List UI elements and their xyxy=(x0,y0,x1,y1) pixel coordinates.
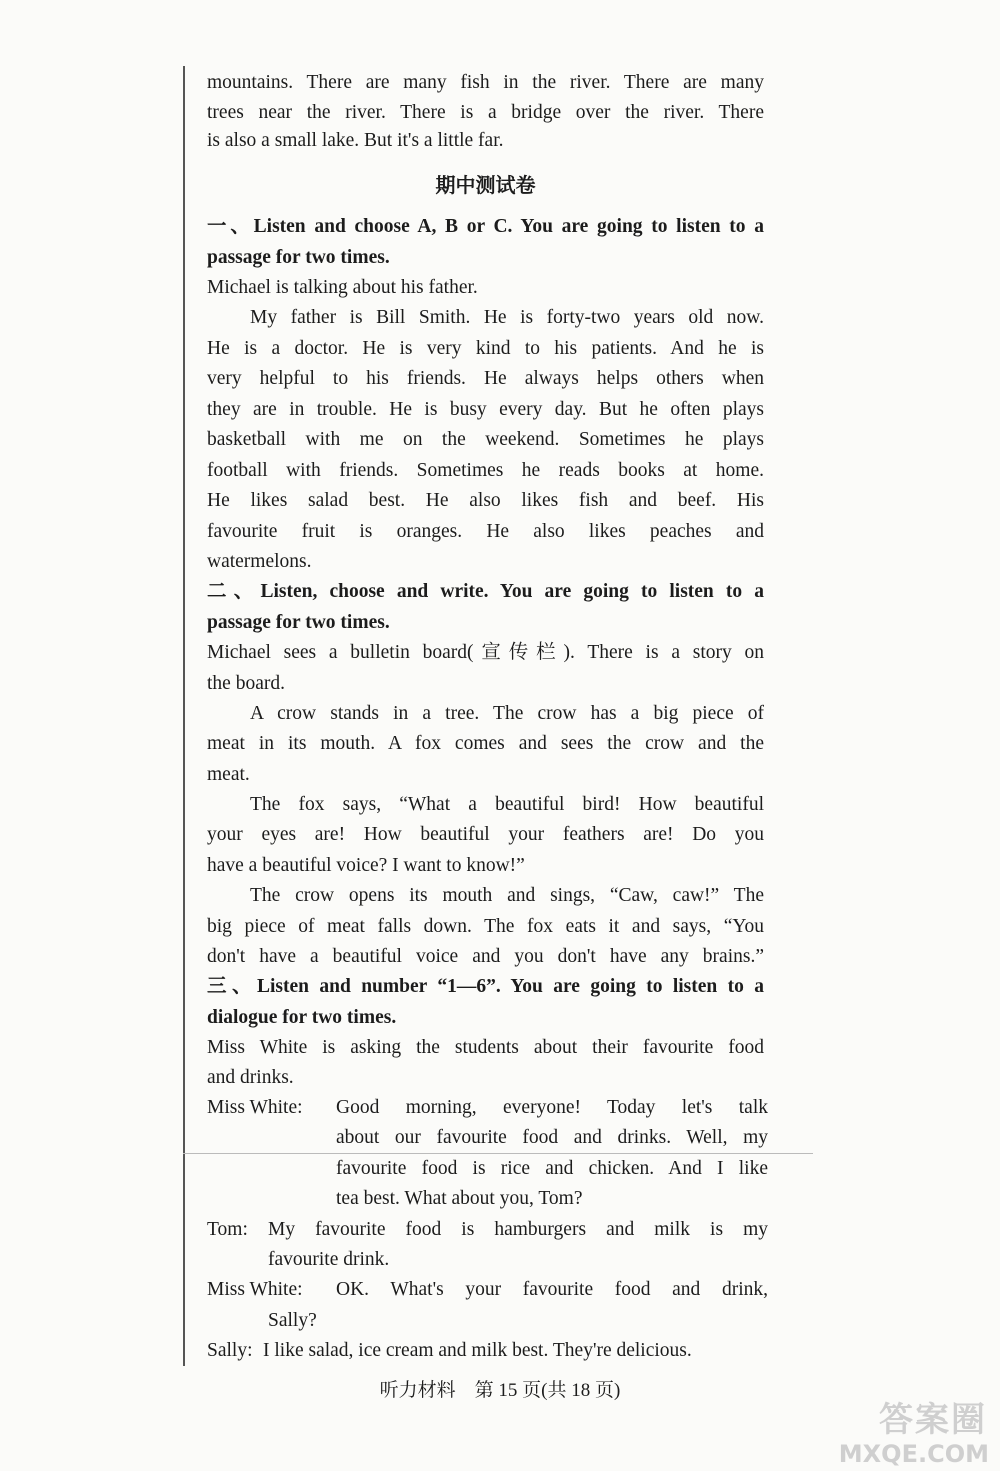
dialogue-line: favourite drink. xyxy=(268,1249,390,1270)
section2-title: 二、Listen, choose and write. You are going to listen to a xyxy=(207,581,764,602)
binding-margin-line xyxy=(183,66,185,1366)
section2-para-line: meat. xyxy=(207,764,250,785)
dialogue-speaker: Miss White: xyxy=(207,1097,303,1118)
section3-intro: Miss White is asking the students about their favourite food xyxy=(207,1037,764,1058)
section1-para-line: My father is Bill Smith. He is forty-two years old now. xyxy=(250,307,764,328)
dialogue-speaker: Sally: xyxy=(207,1340,253,1361)
section1-title: 一、Listen and choose A, B or C. You are going to listen to a xyxy=(207,216,764,237)
section3-title: dialogue for two times. xyxy=(207,1007,397,1028)
section1-para-line: He likes salad best. He also likes fish and beef. His xyxy=(207,490,764,511)
section2-para-line: have a beautiful voice? I want to know!” xyxy=(207,855,525,876)
dialogue-line: about our favourite food and drinks. Well, my xyxy=(336,1127,768,1148)
page-footer: 听力材料 第 15 页(共 18 页) xyxy=(379,1380,621,1401)
intro-line: mountains. There are many fish in the river. There are many xyxy=(207,72,764,93)
section3-title: 三、Listen and number “1—6”. You are going to listen to a xyxy=(207,976,764,997)
section2-para-line: meat in its mouth. A fox comes and sees the crow and the xyxy=(207,733,764,754)
section2-para-line: big piece of meat falls down. The fox eats it and says, “You xyxy=(207,916,764,937)
page-heading: 期中测试卷 xyxy=(435,173,536,197)
dialogue-speaker: Tom: xyxy=(207,1219,248,1240)
section2-para-line: A crow stands in a tree. The crow has a big piece of xyxy=(250,703,764,724)
section1-para-line: they are in trouble. He is busy every day. But he often plays xyxy=(207,399,764,420)
section2-para-line: don't have a beautiful voice and you don't have any brains.” xyxy=(207,946,764,967)
section1-para-line: He is a doctor. He is very kind to his patients. And he is xyxy=(207,338,764,359)
watermark xyxy=(808,1392,993,1468)
dialogue-line: Sally? xyxy=(268,1310,317,1331)
dialogue-line: OK. What's your favourite food and drink, xyxy=(336,1279,768,1300)
intro-line: trees near the river. There is a bridge over the river. There xyxy=(207,102,764,123)
dialogue-line: I like salad, ice cream and milk best. They're delicious. xyxy=(263,1340,692,1361)
section1-para-line: watermelons. xyxy=(207,551,312,572)
section1-para-line: favourite fruit is oranges. He also likes peaches and xyxy=(207,521,764,542)
dialogue-line: Good morning, everyone! Today let's talk xyxy=(336,1097,768,1118)
section1-title: passage for two times. xyxy=(207,247,390,268)
page-content xyxy=(207,0,768,1471)
section2-para-line: The fox says, “What a beautiful bird! How beautiful xyxy=(250,794,764,815)
section1-para-line: very helpful to his friends. He always helps others when xyxy=(207,368,764,389)
section1-para-line: basketball with me on the weekend. Sometimes he plays xyxy=(207,429,764,450)
dialogue-line: tea best. What about you, Tom? xyxy=(336,1188,583,1209)
section2-intro: Michael sees a bulletin board(宣传栏). There is a story on xyxy=(207,642,764,663)
section2-para-line: your eyes are! How beautiful your feathers are! Do you xyxy=(207,824,764,845)
dialogue-line: My favourite food is hamburgers and milk is my xyxy=(268,1219,768,1240)
intro-line: is also a small lake. But it's a little far. xyxy=(207,130,504,151)
section1-intro: Michael is talking about his father. xyxy=(207,277,478,298)
section2-title: passage for two times. xyxy=(207,612,390,633)
watermark-url: MXQE.COM xyxy=(838,1440,989,1468)
section3-intro: and drinks. xyxy=(207,1067,294,1088)
section2-para-line: The crow opens its mouth and sings, “Caw, caw!” The xyxy=(250,885,764,906)
section1-para-line: football with friends. Sometimes he reads books at home. xyxy=(207,460,764,481)
dialogue-line: favourite food is rice and chicken. And I like xyxy=(336,1158,768,1179)
watermark-logo: 答案圈 xyxy=(879,1400,987,1440)
section2-intro: the board. xyxy=(207,673,285,694)
dialogue-speaker: Miss White: xyxy=(207,1279,303,1300)
